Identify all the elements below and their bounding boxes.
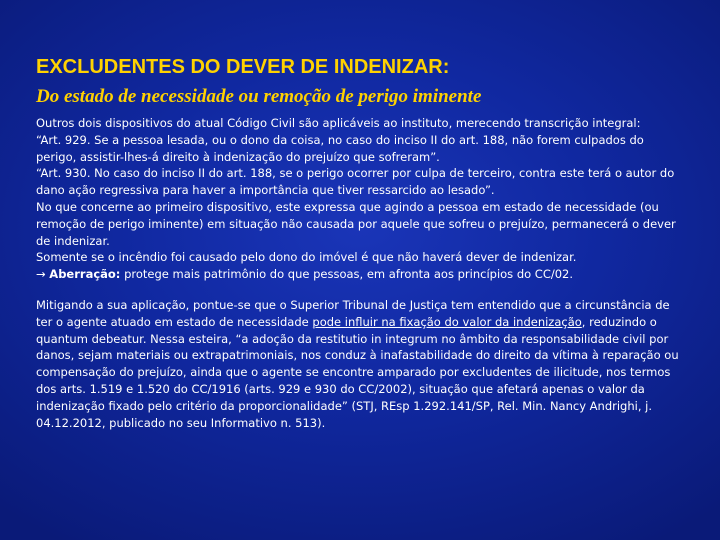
fire-paragraph: Somente se o incêndio foi causado pelo dono do imóvel é que não haverá dever de indenizar. bbox=[36, 250, 577, 265]
stj-text-start: Mitigando a sua aplicação, pontue-se que o Superior Tribunal de Justiça tem entendido que a circunstância de ter o agente atuado em estado de necessidade bbox=[36, 297, 670, 329]
paragraph-spacer bbox=[36, 283, 684, 297]
aberration-paragraph bbox=[36, 266, 684, 283]
stj-text-end: , reduzindo o quantum debeatur. Nessa esteira, “a adoção da restitutio in integrum no âmbito da responsabilidade civil por danos, sejam materiais ou extrapatrimoniais, nos conduz à inafastabilidade do direito da vítima à reparação ou compensação do prejuízo, ainda que o agente se encontre amparado por excludentes de ilicitude, nos termos dos arts. 1.519 e 1.520 do CC/1916 (arts. 929 e 930 do CC/2002), situação que afetará apenas o valor da indenização fixado pelo critério da proporcionalidade” (STJ, REsp 1.292.141/SP, Rel. Min. Nancy Andrighi, j. 04.12.2012, publicado no seu Informativo n. 513). bbox=[36, 314, 679, 430]
stj-underlined-text: pode influir na fixação do valor da indenização bbox=[312, 314, 582, 329]
first-provision-paragraph: No que concerne ao primeiro dispositivo, este expressa que agindo a pessoa em estado de necessidade (ou remoção de perigo iminente) em situação não causada por aquele que sofreu o prejuízo, permanecerá o dever de indenizar. bbox=[36, 199, 676, 248]
slide-content bbox=[36, 50, 684, 431]
slide-title: EXCLUDENTES DO DEVER DE INDENIZAR: bbox=[36, 56, 450, 78]
art-929-quote: “Art. 929. Se a pessoa lesada, ou o dono da coisa, no caso do inciso II do art. 188, não forem culpados do perigo, assistir-lhes-á direito à indenização do prejuízo que sofreram”. bbox=[36, 132, 644, 164]
aberration-label: Aberração: bbox=[49, 267, 121, 282]
aberration-text: protege mais patrimônio do que pessoas, em afronta aos princípios do CC/02. bbox=[120, 267, 574, 282]
arrow-icon: → bbox=[36, 267, 50, 282]
stj-paragraph bbox=[36, 297, 684, 431]
intro-paragraph: Outros dois dispositivos do atual Código Civil são aplicáveis ao instituto, merecendo transcrição integral: bbox=[36, 116, 641, 130]
art-930-quote: “Art. 930. No caso do inciso II do art. 188, se o perigo ocorrer por culpa de terceiro, contra este terá o autor do dano ação regressiva para haver a importância que tiver ressarcido ao lesado”. bbox=[36, 166, 675, 198]
slide-subtitle: Do estado de necessidade ou remoção de perigo iminente bbox=[36, 86, 482, 107]
